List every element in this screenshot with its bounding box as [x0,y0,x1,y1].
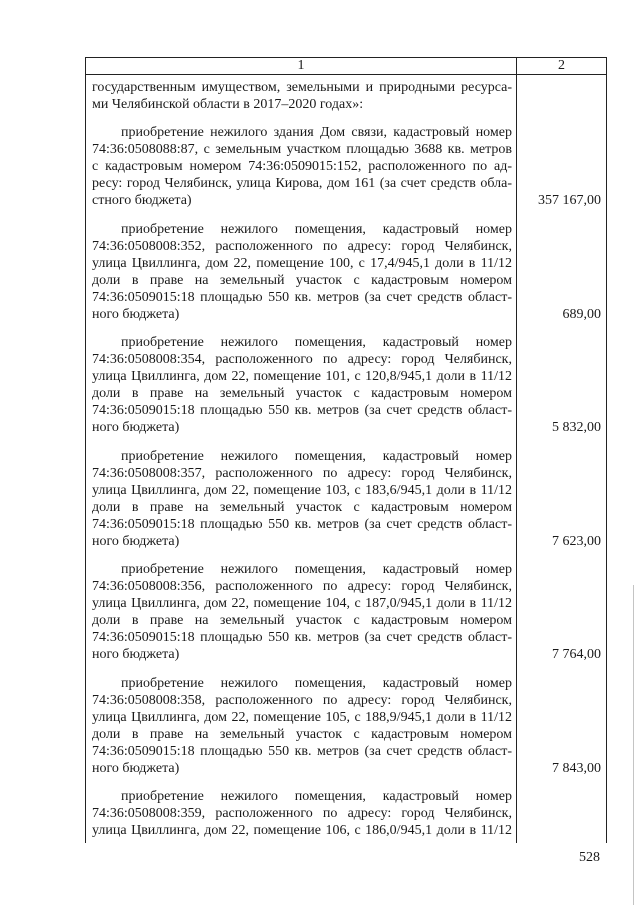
column-divider [516,58,517,843]
text-line: 74:36:0509015:18 площадью 550 кв. метров (за счет средств област- [92,743,512,759]
text-line: 74:36:0508008:356, расположенного по адресу: город Челябинск, [92,579,512,594]
table-row [86,334,606,436]
budget-table [85,57,607,843]
table-row [86,124,606,209]
text-line: ми Челябинской области в 2017–2020 годах»: [92,96,364,112]
text-line: приобретение нежилого здания Дом связи, кадастровый номер [121,125,512,140]
text-line: улица Цвиллинга, дом 22, помещение 101, с 120,8/945,1 доли в 11/12 [92,369,512,384]
description-cell [86,124,516,209]
text-line: 74:36:0508008:359, расположенного по адресу: город Челябинск, [92,806,512,821]
text-line: доли в праве на земельный участок с кадастровым номером [92,499,512,515]
text-line: улица Цвиллинга, дом 22, помещение 103, с 183,6/945,1 доли в 11/12 [92,482,512,498]
text-line: доли в праве на земельный участок с кадастровым номером [92,726,512,742]
description-cell [86,561,516,663]
amount-value: 7 843,00 [552,760,601,776]
amount-cell [517,533,606,550]
description-cell [86,675,516,777]
column-header-2: 2 [558,58,565,73]
amount-value: 689,00 [562,306,601,322]
text-line: государственным имуществом, земельными и природными ресурса- [92,79,512,95]
amount-value: 7 764,00 [552,647,601,662]
text-line: приобретение нежилого помещения, кадастровый номер [121,335,512,350]
text-line: 74:36:0508008:352, расположенного по адресу: город Челябинск, [92,238,512,254]
text-line: ресу: город Челябинск, улица Кирова, дом 161 (за счет средств обла- [92,176,512,191]
text-line: 74:36:0509015:18 площадью 550 кв. метров (за счет средств област- [92,403,512,418]
amount-value: 5 832,00 [552,420,601,435]
text-line: приобретение нежилого помещения, кадастровый номер [121,675,512,691]
text-line: 74:36:0508088:87, с земельным участком площадью 3688 кв. метров [92,142,512,157]
text-line: ного бюджета) [92,306,180,322]
text-line: доли в праве на земельный участок с кадастровым номером [92,613,512,628]
text-line: ного бюджета) [92,533,180,549]
amount-cell [517,192,606,209]
table-row [86,448,606,550]
text-line: ного бюджета) [92,420,180,435]
text-line: улица Цвиллинга, дом 22, помещение 106, с 186,0/945,1 доли в 11/12 [92,823,512,838]
description-cell [86,221,516,323]
text-line: 74:36:0508008:354, расположенного по адресу: город Челябинск, [92,352,512,367]
text-line: 74:36:0509015:18 площадью 550 кв. метров (за счет средств област- [92,516,512,532]
amount-cell [517,306,606,323]
text-line: 74:36:0508008:358, расположенного по адресу: город Челябинск, [92,692,512,708]
text-line: ного бюджета) [92,760,180,776]
amount-cell [517,646,606,663]
text-line: с кадастровым номером 74:36:0509015:152, расположенного по ад- [92,159,512,174]
table-row [86,675,606,777]
text-line: ного бюджета) [92,647,180,662]
scan-edge-line [633,585,634,905]
table-row-intro [86,79,606,113]
text-line: приобретение нежилого помещения, кадастровый номер [121,789,512,804]
table-row [86,561,606,663]
table-header-row [86,58,606,75]
text-line: улица Цвиллинга, дом 22, помещение 100, с 17,4/945,1 доли в 11/12 [92,255,512,271]
text-line: улица Цвиллинга, дом 22, помещение 105, с 188,9/945,1 доли в 11/12 [92,709,512,725]
page-number: 528 [579,850,600,865]
amount-value: 357 167,00 [538,193,601,208]
text-line: 74:36:0509015:18 площадью 550 кв. метров (за счет средств област- [92,289,512,305]
table-row [86,221,606,323]
text-line: 74:36:0508008:357, расположенного по адресу: город Челябинск, [92,465,512,481]
amount-cell [517,760,606,777]
text-line: доли в праве на земельный участок с кадастровым номером [92,386,512,401]
description-cell [86,788,516,839]
text-line: приобретение нежилого помещения, кадастровый номер [121,448,512,464]
description-cell [86,448,516,550]
text-line: 74:36:0509015:18 площадью 550 кв. метров (за счет средств област- [92,630,512,645]
text-line: доли в праве на земельный участок с кадастровым номером [92,272,512,288]
table-row [86,788,606,839]
text-line: приобретение нежилого помещения, кадастровый номер [121,562,512,577]
table-body [86,75,606,843]
text-line: приобретение нежилого помещения, кадастровый номер [121,221,512,237]
description-cell [86,334,516,436]
description-cell [86,79,516,113]
column-header-1: 1 [297,58,305,73]
amount-cell [517,419,606,436]
text-line: улица Цвиллинга, дом 22, помещение 104, с 187,0/945,1 доли в 11/12 [92,596,512,611]
amount-value: 7 623,00 [552,533,601,549]
text-line: стного бюджета) [92,193,192,208]
